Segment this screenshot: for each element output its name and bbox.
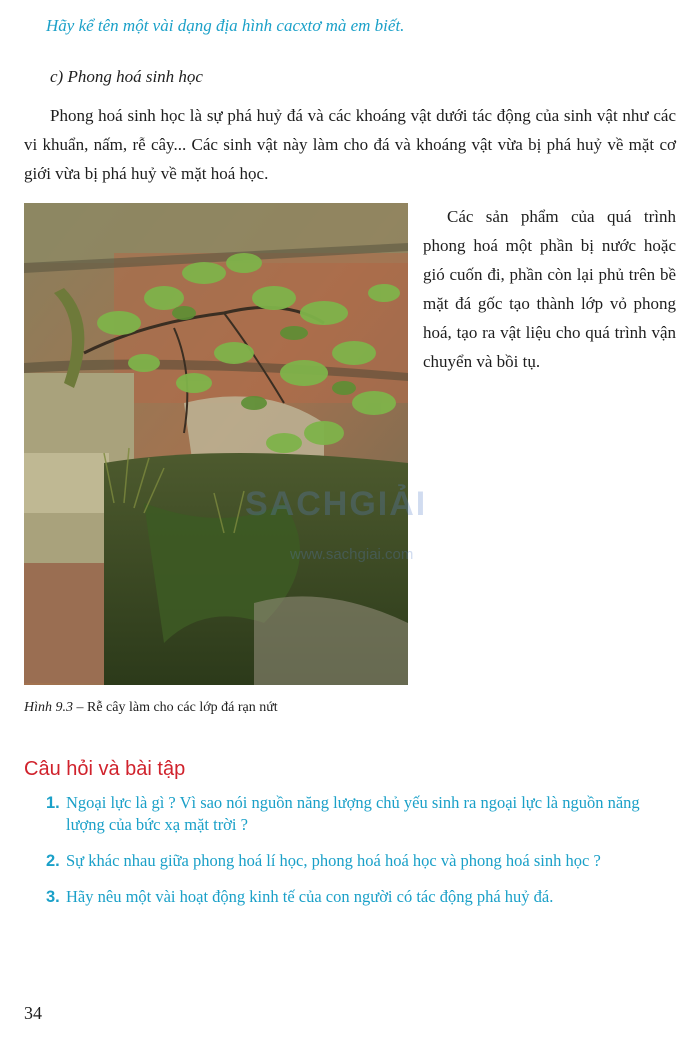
page-number: 34 <box>24 1003 42 1023</box>
exercise-number: 3. <box>46 888 60 906</box>
exercise-list <box>46 792 678 922</box>
watermark-site: www.sachgiai.com <box>290 546 414 563</box>
section-subheading: c) Phong hoá sinh học <box>50 67 203 86</box>
figure-caption <box>24 700 278 716</box>
exercise-text: Ngoại lực là gì ? Vì sao nói nguồn năng lượng chủ yếu sinh ra ngoại lực là nguồn năng lượng của bức xạ mặt trời ? <box>66 793 640 834</box>
figure-label: Hình 9.3 <box>24 700 73 715</box>
exercise-number: 1. <box>46 794 60 812</box>
exercise-item <box>46 850 678 872</box>
exercise-text: Hãy nêu một vài hoạt động kinh tế của con người có tác động phá huỷ đá. <box>66 887 554 906</box>
exercise-text: Sự khác nhau giữa phong hoá lí học, phong hoá hoá học và phong hoá sinh học ? <box>66 851 601 870</box>
exercise-number: 2. <box>46 852 60 870</box>
figure-photo <box>24 203 408 685</box>
watermark-brand: SACHGIẢI <box>245 485 428 523</box>
body-paragraph-1: Phong hoá sinh học là sự phá huỷ đá và các khoáng vật dưới tác động của sinh vật như các vi khuẩn, nấm, rễ cây... Các sinh vật này làm cho đá và khoáng vật vừa bị phá huỷ về mặt cơ giới vừa bị phá huỷ về mặt hoá học. <box>24 106 676 183</box>
intro-question: Hãy kể tên một vài dạng địa hình cacxtơ mà em biết. <box>46 16 405 35</box>
exercises-title: Câu hỏi và bài tập <box>24 758 186 780</box>
exercise-item <box>46 886 678 908</box>
exercise-item <box>46 792 678 836</box>
body-paragraph-2: Các sản phẩm của quá trình phong hoá một phần bị nước hoặc gió cuốn đi, phần còn lại phủ trên bề mặt đá gốc tạo thành lớp vỏ phong hoá, tạo ra vật liệu cho quá trình vận chuyển và bồi tụ. <box>423 207 676 371</box>
figure-caption-text: – Rễ cây làm cho các lớp đá rạn nứt <box>73 700 278 715</box>
